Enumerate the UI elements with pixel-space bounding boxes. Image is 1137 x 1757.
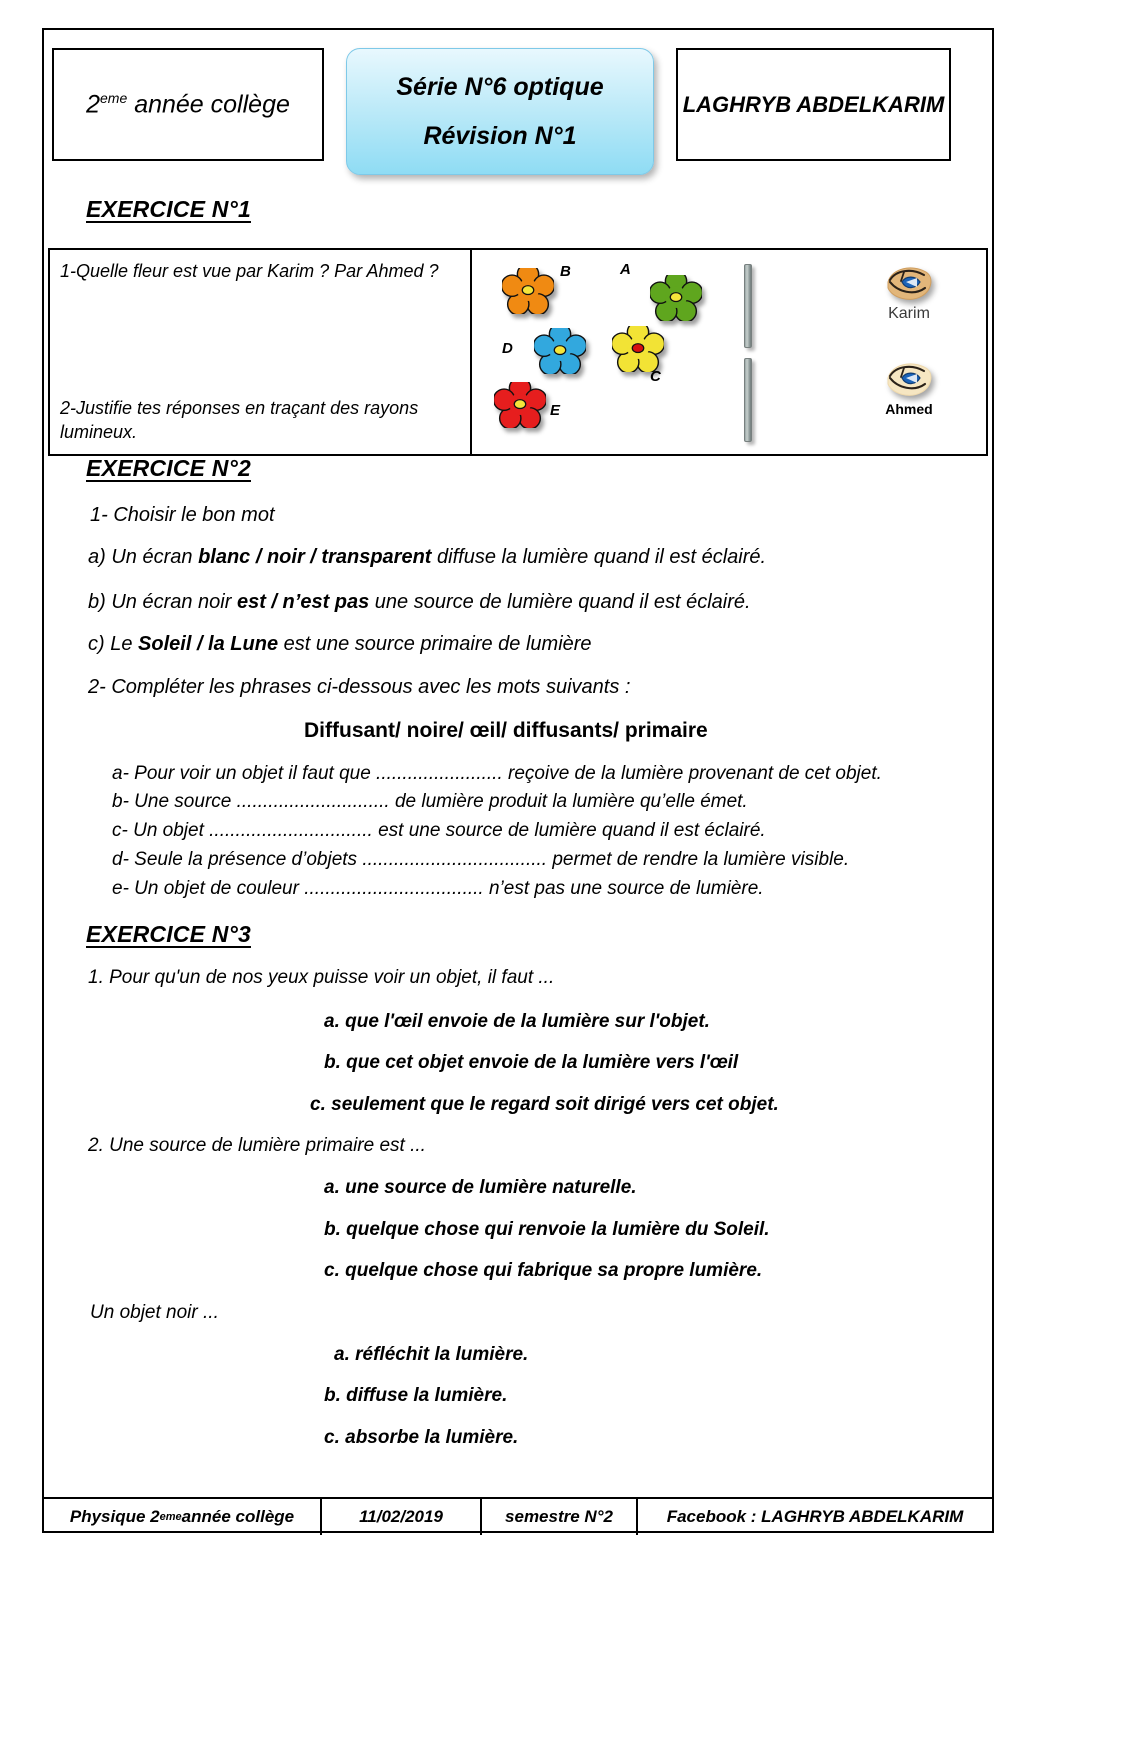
exercise1-title: EXERCICE N°1 — [86, 196, 251, 222]
exercise3-q1-choice-a: a. que l'œil envoie de la lumière sur l'objet. — [324, 1011, 710, 1032]
footer-subject: Physique 2 eme année collège — [44, 1499, 322, 1535]
document-header — [46, 48, 990, 168]
choice-0-bold: blanc / noir / transparent — [198, 546, 432, 568]
choice-1-bold: est / n’est pas — [236, 591, 370, 613]
header-revision-title: Révision N°1 — [423, 121, 577, 150]
exercise1-diagram — [472, 250, 986, 454]
footer-date: 11/02/2019 — [322, 1499, 482, 1535]
exercise3-q2-choice-c: c. quelque chose qui fabrique sa propre lumière. — [324, 1260, 763, 1281]
footer-semester: semestre N°2 — [482, 1499, 638, 1535]
exercise2-choice-2 — [88, 633, 592, 656]
header-series-title: Série N°6 optique — [396, 72, 604, 101]
exercise2-word-bank: Diffusant/ noire/ œil/ diffusants/ primaire — [304, 719, 708, 742]
exercise2-fill-3: d- Seule la présence d’objets ................................... permet de rendre la lumière visible. — [112, 849, 850, 870]
flower-c-icon — [612, 326, 664, 372]
flower-d-icon — [534, 328, 586, 374]
document-footer — [44, 1497, 992, 1535]
barrier-segment-1 — [744, 264, 752, 348]
observer-label-karim: Karim — [888, 305, 930, 322]
observer-label-ahmed: Ahmed — [885, 401, 933, 417]
exercise2-part2-heading: 2- Compléter les phrases ci-dessous avec les mots suivants : — [88, 676, 631, 698]
footer-facebook: Facebook : LAGHRYB ABDELKARIM — [666, 1507, 964, 1526]
flower-label-a: A — [620, 261, 631, 278]
header-author-text: LAGHRYB ABDELKARIM — [682, 91, 945, 117]
exercise2-choice-0 — [88, 546, 766, 569]
header-grade-box — [52, 48, 324, 161]
exercise3-question-3: Un objet noir ... — [90, 1302, 219, 1323]
flower-e-icon — [494, 382, 546, 428]
exercise3-q1-choice-c: c. seulement que le regard soit dirigé vers cet objet. — [310, 1094, 779, 1115]
choice-0-pre: a) Un écran — [88, 546, 199, 568]
barrier-segment-2 — [744, 358, 752, 442]
flower-label-b: B — [560, 263, 571, 280]
choice-2-bold: Soleil / la Lune — [138, 633, 279, 655]
flower-label-c: C — [650, 368, 661, 385]
choice-2-post: est une source primaire de lumière — [278, 633, 592, 655]
flower-label-d: D — [502, 340, 513, 357]
flower-label-e: E — [550, 402, 561, 419]
exercise2-fill-4: e- Un objet de couleur .................................. n’est pas une source de lumière. — [112, 878, 764, 899]
exercise3-q2-choice-a: a. une source de lumière naturelle. — [324, 1177, 637, 1198]
header-author-box — [676, 48, 951, 161]
flower-b-icon — [502, 268, 554, 314]
exercise2-fill-0: a- Pour voir un objet il faut que ........................ reçoive de la lumière provenant de cet objet. — [112, 763, 882, 784]
exercise2-fill-2: c- Un objet ............................... est une source de lumière quand il est éclairé. — [112, 820, 766, 841]
exercise1-question-1: 1-Quelle fleur est vue par Karim ? Par Ahmed ? — [60, 261, 439, 281]
exercise3-q3-choice-b: b. diffuse la lumière. — [324, 1385, 508, 1406]
choice-0-post: diffuse la lumière quand il est éclairé. — [431, 546, 767, 568]
exercise3-q2-choice-b: b. quelque chose qui renvoie la lumière du Soleil. — [324, 1219, 770, 1240]
header-grade-text: 2eme année collège — [86, 89, 290, 119]
exercise2-part1-heading: 1- Choisir le bon mot — [90, 504, 275, 526]
exercise2-title: EXERCICE N°2 — [86, 455, 251, 481]
header-title-box — [346, 48, 654, 175]
exercise2-choice-1 — [88, 591, 751, 614]
choice-2-pre: c) Le — [88, 633, 139, 655]
observer-karim — [872, 262, 946, 323]
observer-ahmed — [872, 358, 946, 417]
exercise3-title: EXERCICE N°3 — [86, 921, 251, 947]
choice-1-pre: b) Un écran noir — [88, 591, 237, 613]
exercise3-q1-choice-b: b. que cet objet envoie de la lumière vers l'œil — [324, 1052, 739, 1073]
exercise1-questions — [50, 250, 472, 454]
flower-a-icon — [650, 275, 702, 321]
exercise3-q3-choice-c: c. absorbe la lumière. — [324, 1427, 519, 1448]
exercise1-question-2: 2-Justifie tes réponses en traçant des rayons lumineux. — [60, 398, 419, 442]
choice-1-post: une source de lumière quand il est éclairé. — [369, 591, 751, 613]
exercise3-q3-choice-a: a. réfléchit la lumière. — [334, 1344, 529, 1365]
exercise1-box — [48, 248, 988, 456]
exercise3-question-1: 1. Pour qu'un de nos yeux puisse voir un objet, il faut ... — [88, 967, 555, 988]
exercise2-fill-1: b- Une source ............................. de lumière produit la lumière qu’elle émet. — [112, 791, 748, 812]
exercise3-question-2: 2. Une source de lumière primaire est ... — [88, 1135, 426, 1156]
